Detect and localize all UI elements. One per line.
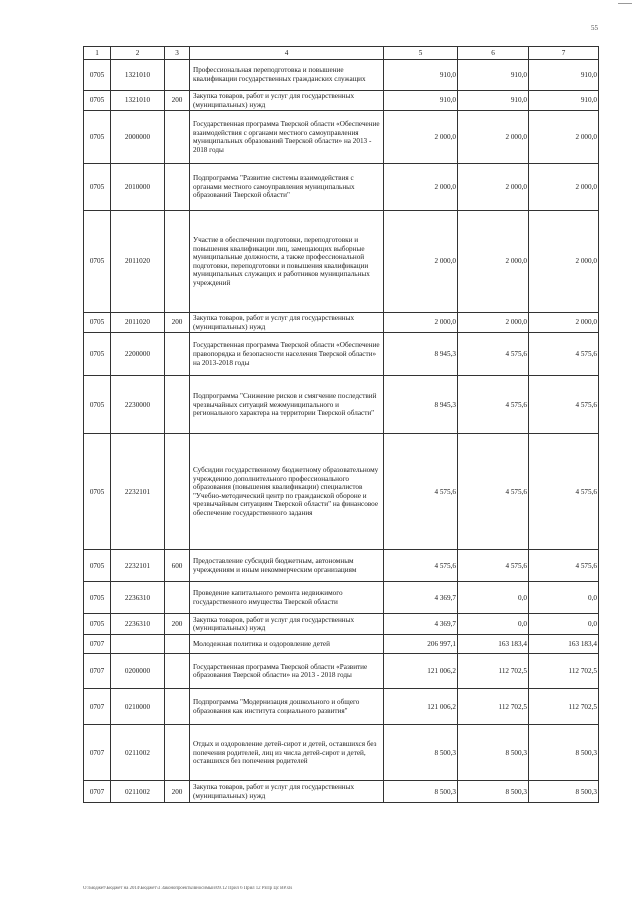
budget-table xyxy=(83,46,599,803)
amount-cell-col7: 910,0 xyxy=(529,60,599,91)
expense-type-cell xyxy=(165,164,190,211)
section-code-cell: 0705 xyxy=(84,434,111,550)
column-header: 7 xyxy=(529,47,599,60)
table-row xyxy=(84,582,599,614)
amount-cell-col6: 4 575,6 xyxy=(458,333,529,376)
section-code-cell: 0705 xyxy=(84,313,111,333)
expense-type-cell xyxy=(165,434,190,550)
footer-file-path: O:\Бюджет\Бюджет на 2014\Бюджет\3 Законопроекты\вносимый\09.12 Прил 6 Прил 12 РзПр Цс ВР.xls xyxy=(83,886,293,891)
item-name-cell: Участие в обеспечении подготовки, переподготовки и повышения квалификации лиц, замещающих выборные муниципальные должности, а также профессиональной подготовки, переподготовки и повышения квалификации муниципальных служащих и работников муниципальных учреждений xyxy=(190,211,384,313)
column-header: 3 xyxy=(165,47,190,60)
amount-cell-col7: 4 575,6 xyxy=(529,376,599,434)
section-code-cell: 0705 xyxy=(84,582,111,614)
target-code-cell: 2011020 xyxy=(111,211,165,313)
expense-type-cell: 200 xyxy=(165,91,190,111)
amount-cell-col5: 8 945,3 xyxy=(384,376,458,434)
item-name-cell: Профессиональная переподготовка и повышение квалификации государственных гражданских служащих xyxy=(190,60,384,91)
target-code-cell: 2232101 xyxy=(111,434,165,550)
amount-cell-col5: 4 369,7 xyxy=(384,614,458,635)
item-name-cell: Подпрограмма "Развитие системы взаимодействия с органами местного самоуправления муниципальных образований Тверской области" xyxy=(190,164,384,211)
table-row xyxy=(84,689,599,725)
item-name-cell: Предоставление субсидий бюджетным, автономным учреждениям и иным некоммерческим организациям xyxy=(190,550,384,582)
item-name-cell: Государственная программа Тверской области «Обеспечение взаимодействия с органами местного самоуправления муниципальных образований Тверской области» на 2013 - 2018 годы xyxy=(190,111,384,164)
section-code-cell: 0707 xyxy=(84,654,111,689)
amount-cell-col6: 2 000,0 xyxy=(458,211,529,313)
expense-type-cell xyxy=(165,376,190,434)
amount-cell-col7: 112 702,5 xyxy=(529,654,599,689)
table-row xyxy=(84,614,599,635)
section-code-cell: 0705 xyxy=(84,91,111,111)
table-row xyxy=(84,164,599,211)
amount-cell-col7: 4 575,6 xyxy=(529,333,599,376)
item-name-cell: Отдых и оздоровление детей-сирот и детей, оставшихся без попечения родителей, лиц из числа детей-сирот и детей, оставшихся без попечения родителей xyxy=(190,725,384,781)
table-row xyxy=(84,781,599,803)
section-code-cell: 0707 xyxy=(84,689,111,725)
target-code-cell: 2200000 xyxy=(111,333,165,376)
amount-cell-col7: 2 000,0 xyxy=(529,164,599,211)
table-row xyxy=(84,333,599,376)
table-row xyxy=(84,111,599,164)
item-name-cell: Закупка товаров, работ и услуг для государственных (муниципальных) нужд xyxy=(190,614,384,635)
expense-type-cell: 200 xyxy=(165,781,190,803)
target-code-cell: 2236310 xyxy=(111,582,165,614)
amount-cell-col6: 163 183,4 xyxy=(458,635,529,654)
table-row xyxy=(84,725,599,781)
expense-type-cell xyxy=(165,654,190,689)
column-header: 5 xyxy=(384,47,458,60)
table-header-row xyxy=(84,47,599,60)
column-header: 1 xyxy=(84,47,111,60)
target-code-cell: 2011020 xyxy=(111,313,165,333)
amount-cell-col5: 4 369,7 xyxy=(384,582,458,614)
section-code-cell: 0705 xyxy=(84,164,111,211)
column-header: 4 xyxy=(190,47,384,60)
table-row xyxy=(84,313,599,333)
target-code-cell: 0210000 xyxy=(111,689,165,725)
target-code-cell: 2230000 xyxy=(111,376,165,434)
amount-cell-col6: 4 575,6 xyxy=(458,376,529,434)
amount-cell-col6: 8 500,3 xyxy=(458,781,529,803)
table-row xyxy=(84,635,599,654)
amount-cell-col6: 4 575,6 xyxy=(458,550,529,582)
amount-cell-col7: 8 500,3 xyxy=(529,725,599,781)
target-code-cell: 1321010 xyxy=(111,91,165,111)
page-number: 55 xyxy=(591,24,598,32)
amount-cell-col7: 2 000,0 xyxy=(529,111,599,164)
section-code-cell: 0707 xyxy=(84,781,111,803)
top-edge-mark xyxy=(618,3,632,4)
target-code-cell: 0211002 xyxy=(111,725,165,781)
section-code-cell: 0705 xyxy=(84,211,111,313)
amount-cell-col5: 8 500,3 xyxy=(384,781,458,803)
expense-type-cell xyxy=(165,333,190,376)
amount-cell-col7: 163 183,4 xyxy=(529,635,599,654)
target-code-cell xyxy=(111,635,165,654)
target-code-cell: 2000000 xyxy=(111,111,165,164)
amount-cell-col6: 112 702,5 xyxy=(458,689,529,725)
target-code-cell: 0200000 xyxy=(111,654,165,689)
amount-cell-col5: 121 006,2 xyxy=(384,689,458,725)
item-name-cell: Закупка товаров, работ и услуг для государственных (муниципальных) нужд xyxy=(190,313,384,333)
item-name-cell: Подпрограмма "Модернизация дошкольного и общего образования как института социального развития" xyxy=(190,689,384,725)
amount-cell-col6: 0,0 xyxy=(458,614,529,635)
amount-cell-col5: 910,0 xyxy=(384,91,458,111)
amount-cell-col5: 8 945,3 xyxy=(384,333,458,376)
amount-cell-col5: 8 500,3 xyxy=(384,725,458,781)
expense-type-cell xyxy=(165,211,190,313)
amount-cell-col5: 2 000,0 xyxy=(384,313,458,333)
expense-type-cell: 200 xyxy=(165,313,190,333)
target-code-cell: 1321010 xyxy=(111,60,165,91)
item-name-cell: Государственная программа Тверской области «Обеспечение правопорядка и безопасности населения Тверской области» на 2013-2018 годы xyxy=(190,333,384,376)
expense-type-cell: 600 xyxy=(165,550,190,582)
table-row xyxy=(84,211,599,313)
amount-cell-col5: 2 000,0 xyxy=(384,111,458,164)
table-row xyxy=(84,60,599,91)
section-code-cell: 0705 xyxy=(84,60,111,91)
amount-cell-col7: 910,0 xyxy=(529,91,599,111)
table-row xyxy=(84,654,599,689)
amount-cell-col7: 4 575,6 xyxy=(529,550,599,582)
item-name-cell: Закупка товаров, работ и услуг для государственных (муниципальных) нужд xyxy=(190,91,384,111)
expense-type-cell xyxy=(165,60,190,91)
amount-cell-col6: 4 575,6 xyxy=(458,434,529,550)
section-code-cell: 0705 xyxy=(84,333,111,376)
expense-type-cell: 200 xyxy=(165,614,190,635)
amount-cell-col6: 2 000,0 xyxy=(458,313,529,333)
amount-cell-col6: 910,0 xyxy=(458,91,529,111)
expense-type-cell xyxy=(165,635,190,654)
target-code-cell: 2236310 xyxy=(111,614,165,635)
target-code-cell: 0211002 xyxy=(111,781,165,803)
amount-cell-col7: 0,0 xyxy=(529,614,599,635)
item-name-cell: Проведение капитального ремонта недвижимого государственного имущества Тверской области xyxy=(190,582,384,614)
amount-cell-col6: 910,0 xyxy=(458,60,529,91)
amount-cell-col5: 121 006,2 xyxy=(384,654,458,689)
amount-cell-col6: 2 000,0 xyxy=(458,164,529,211)
expense-type-cell xyxy=(165,725,190,781)
target-code-cell: 2232101 xyxy=(111,550,165,582)
column-header: 2 xyxy=(111,47,165,60)
amount-cell-col5: 206 997,1 xyxy=(384,635,458,654)
section-code-cell: 0707 xyxy=(84,725,111,781)
item-name-cell: Закупка товаров, работ и услуг для государственных (муниципальных) нужд xyxy=(190,781,384,803)
table-row xyxy=(84,550,599,582)
amount-cell-col7: 2 000,0 xyxy=(529,211,599,313)
amount-cell-col5: 910,0 xyxy=(384,60,458,91)
amount-cell-col7: 2 000,0 xyxy=(529,313,599,333)
section-code-cell: 0705 xyxy=(84,111,111,164)
section-code-cell: 0707 xyxy=(84,635,111,654)
table-row xyxy=(84,91,599,111)
amount-cell-col7: 112 702,5 xyxy=(529,689,599,725)
section-code-cell: 0705 xyxy=(84,376,111,434)
amount-cell-col7: 8 500,3 xyxy=(529,781,599,803)
amount-cell-col7: 4 575,6 xyxy=(529,434,599,550)
item-name-cell: Подпрограмма "Снижение рисков и смягчение последствий чрезвычайных ситуаций межмуниципального и регионального характера на территории Тверской области" xyxy=(190,376,384,434)
expense-type-cell xyxy=(165,689,190,725)
expense-type-cell xyxy=(165,582,190,614)
expense-type-cell xyxy=(165,111,190,164)
section-code-cell: 0705 xyxy=(84,550,111,582)
amount-cell-col5: 4 575,6 xyxy=(384,550,458,582)
column-header: 6 xyxy=(458,47,529,60)
table-row xyxy=(84,434,599,550)
amount-cell-col5: 2 000,0 xyxy=(384,211,458,313)
amount-cell-col6: 112 702,5 xyxy=(458,654,529,689)
amount-cell-col6: 2 000,0 xyxy=(458,111,529,164)
amount-cell-col5: 4 575,6 xyxy=(384,434,458,550)
section-code-cell: 0705 xyxy=(84,614,111,635)
amount-cell-col6: 0,0 xyxy=(458,582,529,614)
item-name-cell: Государственная программа Тверской области «Развитие образования Тверской области» на 2013 - 2018 годы xyxy=(190,654,384,689)
amount-cell-col5: 2 000,0 xyxy=(384,164,458,211)
item-name-cell: Молодежная политика и оздоровление детей xyxy=(190,635,384,654)
target-code-cell: 2010000 xyxy=(111,164,165,211)
item-name-cell: Субсидии государственному бюджетному образовательному учреждению дополнительного профессионального образования (повышения квалификации) специалистов "Учебно-методический центр по гражданской обороне и чрезвычайным ситуациям Тверской области" на финансовое обеспечение государственного задания xyxy=(190,434,384,550)
table-row xyxy=(84,376,599,434)
amount-cell-col7: 0,0 xyxy=(529,582,599,614)
amount-cell-col6: 8 500,3 xyxy=(458,725,529,781)
